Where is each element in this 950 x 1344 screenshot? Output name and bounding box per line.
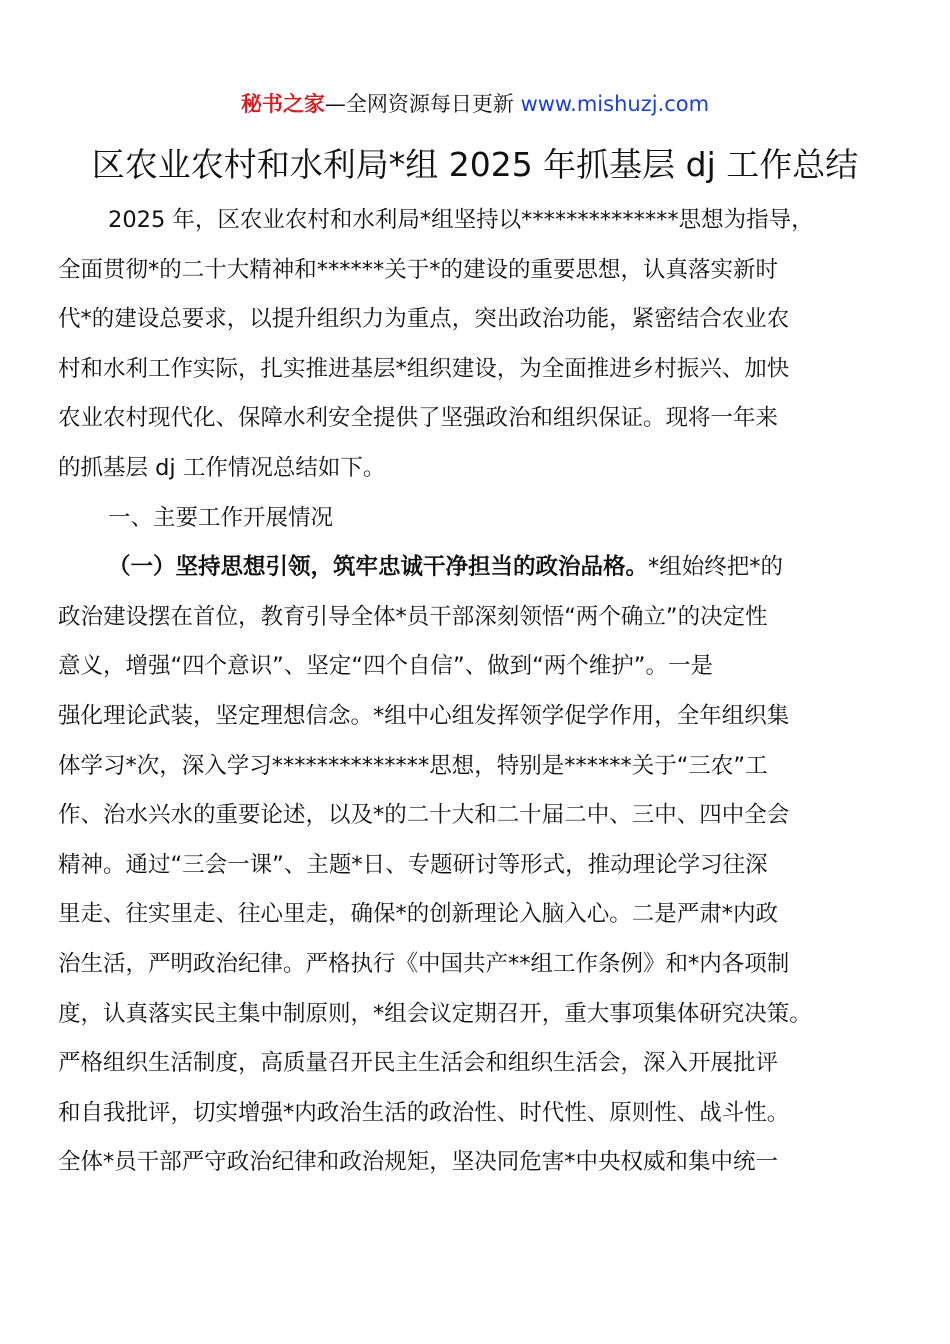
- site-url-link[interactable]: www.mishuzj.com: [520, 92, 710, 116]
- paragraph-line: 度，认真落实民主集中制原则，*组会议定期召开，重大事项集体研究决策。: [58, 1000, 812, 1027]
- paragraph-line: 严格组织生活制度，高质量召开民主生活会和组织生活会，深入开展批评: [58, 1050, 779, 1077]
- paragraph-line: 全体*员干部严守政治纪律和政治规矩，坚决同危害*中央权威和集中统一: [58, 1149, 779, 1176]
- paragraph-line: 村和水利工作实际，扎实推进基层*组织建设，为全面推进乡村振兴、加快: [58, 355, 790, 382]
- document-body: [58, 196, 892, 1188]
- paragraph-line: 和自我批评，切实增强*内政治生活的政治性、时代性、原则性、战斗性。: [58, 1099, 790, 1126]
- site-brand: 秘书之家: [240, 92, 325, 116]
- subsection-line-rest: *组始终把*的: [648, 554, 784, 581]
- paragraph-line: 意义，增强“四个意识”、坚定“四个自信”、做到“两个维护”。一是: [58, 653, 713, 680]
- subsection-first-line: [58, 543, 892, 593]
- paragraph-line: 2025 年，区农业农村和水利局*组坚持以**************思想为指导，: [108, 207, 814, 233]
- paragraph-line: 政治建设摆在首位，教育引导全体*员干部深刻领悟“两个确立”的决定性: [58, 603, 768, 630]
- paragraph-line: 全面贯彻*的二十大精神和******关于*的建设的重要思想，认真落实新时: [58, 256, 779, 283]
- paragraph-line: 的抓基层 dj 工作情况总结如下。: [58, 454, 386, 481]
- paragraph-line: 作、治水兴水的重要论述，以及*的二十大和二十届二中、三中、四中全会: [58, 802, 790, 829]
- section-heading: 一、主要工作开展情况: [108, 504, 334, 531]
- paragraph-line: 治生活，严明政治纪律。严格执行《中国共产**组工作条例》和*内各项制: [58, 950, 790, 977]
- subsection-heading: （一）坚持思想引领，筑牢忠诚干净担当的政治品格。: [108, 554, 649, 581]
- site-tagline: —全网资源每日更新: [324, 92, 521, 116]
- document-title: 区农业农村和水利局*组 2025 年抓基层 dj 工作总结: [91, 145, 859, 184]
- paragraph-line: 代*的建设总要求，以提升组织力为重点，突出政治功能，紧密结合农业农: [58, 306, 790, 333]
- paragraph-line: 农业农村现代化、保障水利安全提供了坚强政治和组织保证。现将一年来: [58, 405, 779, 432]
- paragraph-line: 里走、往实里走、往心里走，确保*的创新理论入脑入心。二是严肃*内政: [58, 901, 779, 928]
- paragraph-line: 精神。通过“三会一课”、主题*日、专题研讨等形式，推动理论学习往深: [58, 851, 768, 878]
- paragraph-line: 体学习*次，深入学习**************思想，特别是******关于“三农”工: [58, 752, 768, 779]
- site-header: [0, 88, 950, 120]
- paragraph-line: 强化理论武装，坚定理想信念。*组中心组发挥领学促学作用，全年组织集: [58, 702, 790, 729]
